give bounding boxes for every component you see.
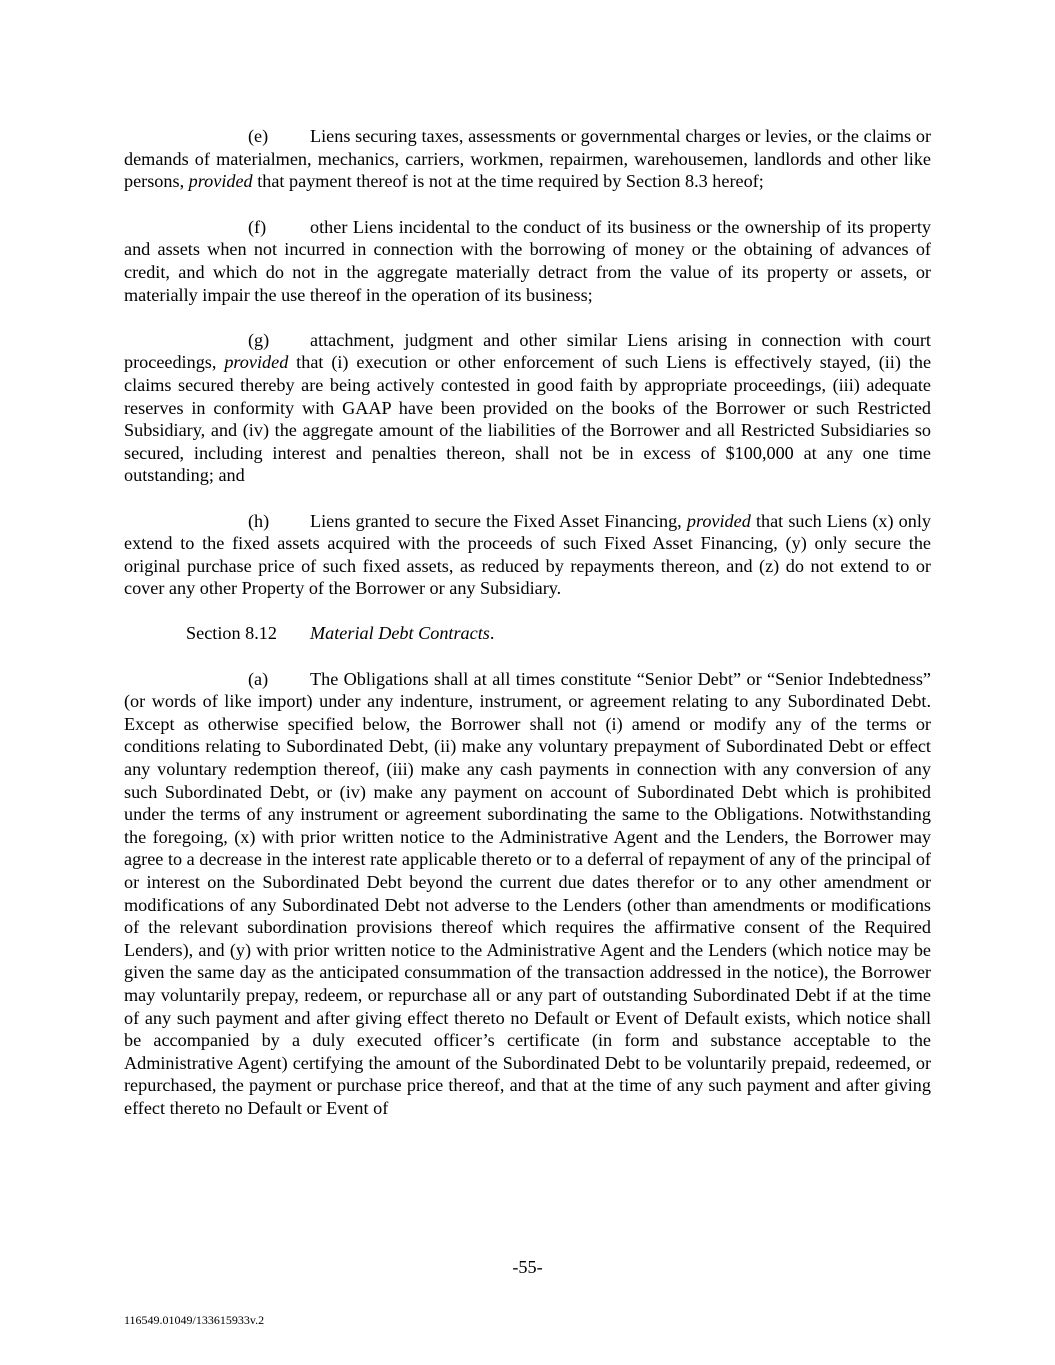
- emphasis-provided: provided: [188, 171, 253, 192]
- paragraph-f: [124, 216, 931, 306]
- page-number: -55-: [512, 1257, 543, 1277]
- paragraph-label: (a): [248, 668, 269, 689]
- section-paragraph-a: [124, 668, 931, 1120]
- paragraph-text: that (i) execution or other enforcement of such Liens is effectively stayed, (ii) the claims secured thereby are being actively contested in good faith by appropriate proceedings, (iii) adequate reserves in conformity with GAAP have been provided on the books of the Borrower or such Restricted Subsidiary, and (iv) the aggregate amount of the liabilities of the Borrower and all Restricted Subsidiaries so secured, including interest and penalties thereon, shall not be in excess of $100,000 at any one time outstanding; and: [124, 352, 932, 486]
- section-title: Material Debt Contracts: [310, 623, 490, 644]
- paragraph-label: (f): [248, 216, 267, 237]
- emphasis-provided: provided: [686, 510, 751, 531]
- paragraph-e: [124, 125, 931, 193]
- paragraph-text: Liens granted to secure the Fixed Asset Financing,: [310, 510, 687, 531]
- paragraph-text: that payment thereof is not at the time required by Section 8.3 hereof;: [252, 171, 764, 192]
- paragraph-text: Liens securing taxes, assessments or governmental charges or levies, or the claims or demands of materialmen, mechanics, carriers, workmen, repairmen, warehousemen, landlords and other like persons,: [124, 126, 931, 192]
- paragraph-text: that such Liens (x) only extend to the fixed assets acquired with the proceeds of such Fixed Asset Financing, (y) only secure the original purchase price of such fixed assets, as reduced by repayments thereon, and (z) do not extend to or cover any other Property of the Borrower or any Subsidiary.: [124, 510, 931, 599]
- document-id: 116549.01049/133615933v.2: [124, 1313, 265, 1327]
- paragraph-text: other Liens incidental to the conduct of its business or the ownership of its property and assets when not incurred in connection with the borrowing of money or the obtaining of advances of credit, and which do not in the aggregate materially detract from the value of its property or assets, or materially impair the use thereof in the operation of its business;: [124, 216, 931, 305]
- paragraph-g: [124, 329, 931, 487]
- document-body: [124, 125, 931, 1142]
- paragraph-h: [124, 510, 931, 600]
- emphasis-provided: provided: [224, 352, 289, 373]
- paragraph-label: (e): [248, 126, 269, 146]
- paragraph-text: attachment, judgment and other similar Liens arising in connection with court proceedings,: [124, 329, 931, 373]
- section-number: Section 8.12: [186, 623, 277, 644]
- section-heading: [124, 622, 931, 645]
- paragraph-label: (h): [248, 510, 270, 531]
- paragraph-text: The Obligations shall at all times constitute “Senior Debt” or “Senior Indebtedness” (or words of like import) under any indenture, instrument, or agreement relating to any Subordinated Debt. Except as otherwise specified below, the Borrower shall not (i) amend or modify any of the terms or conditions relating to Subordinated Debt, (ii) make any voluntary prepayment of Subordinated Debt or effect any voluntary redemption thereof, (iii) make any cash payments in connection with any conversion of any such Subordinated Debt, or (iv) make any payment on account of Subordinated Debt which is prohibited under the terms of any instrument or agreement subordinating the same to the Obligations. Notwithstanding the foregoing, (x) with prior written notice to the Administrative Agent and the Lenders, the Borrower may agree to a decrease in the interest rate applicable thereto or to a deferral of repayment of any of the principal of or interest on the Subordinated Debt beyond the current due dates therefor or to any other amendment or modifications of any Subordinated Debt not adverse to the Lenders (other than amendments or modifications of the relevant subordination provisions thereof which requires the affirmative consent of the Required Lenders), and (y) with prior written notice to the Administrative Agent and the Lenders (which notice may be given the same day as the anticipated consummation of the transaction addressed in the notice), the Borrower may voluntarily prepay, redeem, or repurchase all or any part of outstanding Subordinated Debt if at the time of any such payment and after giving effect thereto no Default or Event of Default exists, which notice shall be accompanied by a duly executed officer’s certificate (in form and substance acceptable to the Administrative Agent) certifying the amount of the Subordinated Debt to be voluntarily prepaid, redeemed, or repurchased, the payment or purchase price thereof, and that at the time of any such payment and after giving effect thereto no Default or Event of: [124, 668, 931, 1118]
- section-title-period: .: [489, 623, 495, 644]
- paragraph-label: (g): [248, 329, 270, 350]
